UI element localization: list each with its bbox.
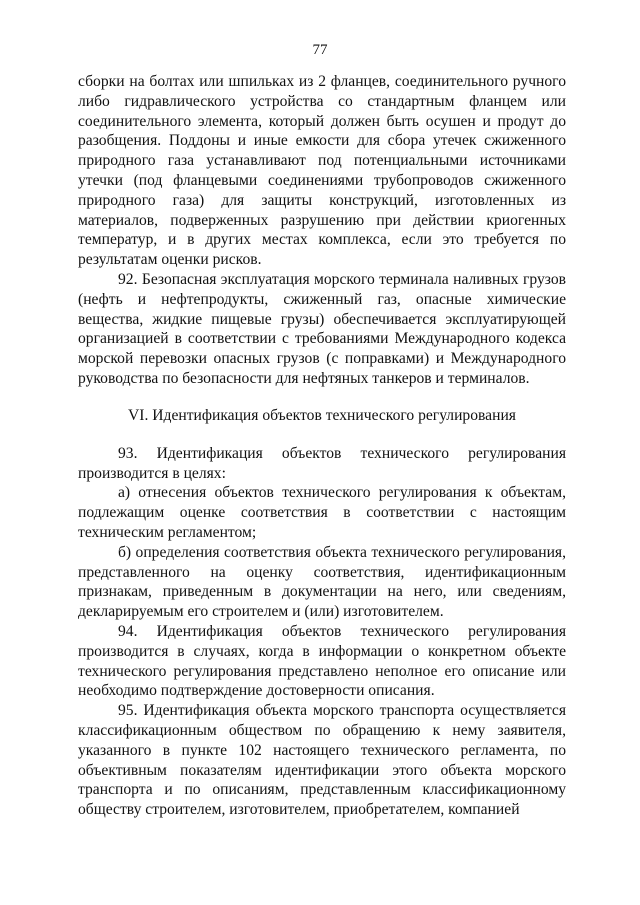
paragraph-94: 94. Идентификация объектов технического регулирования производится в случаях, когда в информации о конкретном объекте технического регулирования представлено неполное его описание или необходимо подтверждение достоверности описания.	[78, 622, 566, 700]
paragraph-95: 95. Идентификация объекта морского транспорта осуществляется классификационным обществом по обращению к нему заявителя, указанного в пункте 102 настоящего технического регламента, по объективным показателям идентификации этого объекта морского транспорта и по описаниям, представленным классификационному обществу строителем, изготовителем, приобретателем, компанией	[78, 702, 566, 819]
page-body	[78, 72, 566, 820]
paragraph-93b: б) определения соответствия объекта технического регулирования, представленного на оценку соответствия, идентификационным признакам, приведенным в документации на него, или сведениям, декларируемым его строителем и (или) изготовителем.	[78, 543, 566, 621]
paragraph-93a: а) отнесения объектов технического регулирования к объектам, подлежащим оценке соответствия в соответствии с настоящим техническим регламентом;	[78, 484, 566, 541]
paragraph-continuation: сборки на болтах или шпильках из 2 фланцев, соединительного ручного либо гидравлического устройства со стандартным фланцем или соединительного элемента, который должен быть осушен и продут до разобщения. Поддоны и иные емкости для сбора утечек сжиженного природного газа устанавливают под потенциальными источниками утечки (под фланцевыми соединениями трубопроводов сжиженного природного газа) для защиты конструкций, изготовленных из материалов, подверженных разрушению при действии криогенных температур, и в других местах комплекса, если это требуется по результатам оценки рисков.	[78, 73, 566, 269]
section-heading: VI. Идентификация объектов технического регулирования	[128, 406, 516, 424]
paragraph-93: 93. Идентификация объектов технического регулирования производится в целях:	[78, 444, 566, 482]
page-number: 77	[312, 42, 328, 58]
paragraph-92: 92. Безопасная эксплуатация морского терминала наливных грузов (нефть и нефтепродукты, сжиженный газ, опасные химические вещества, жидкие пищевые грузы) обеспечивается эксплуатирующей организацией в соответствии с требованиями Международного кодекса морской перевозки опасных грузов (с поправками) и Международного руководства по безопасности для нефтяных танкеров и терминалов.	[78, 270, 566, 387]
